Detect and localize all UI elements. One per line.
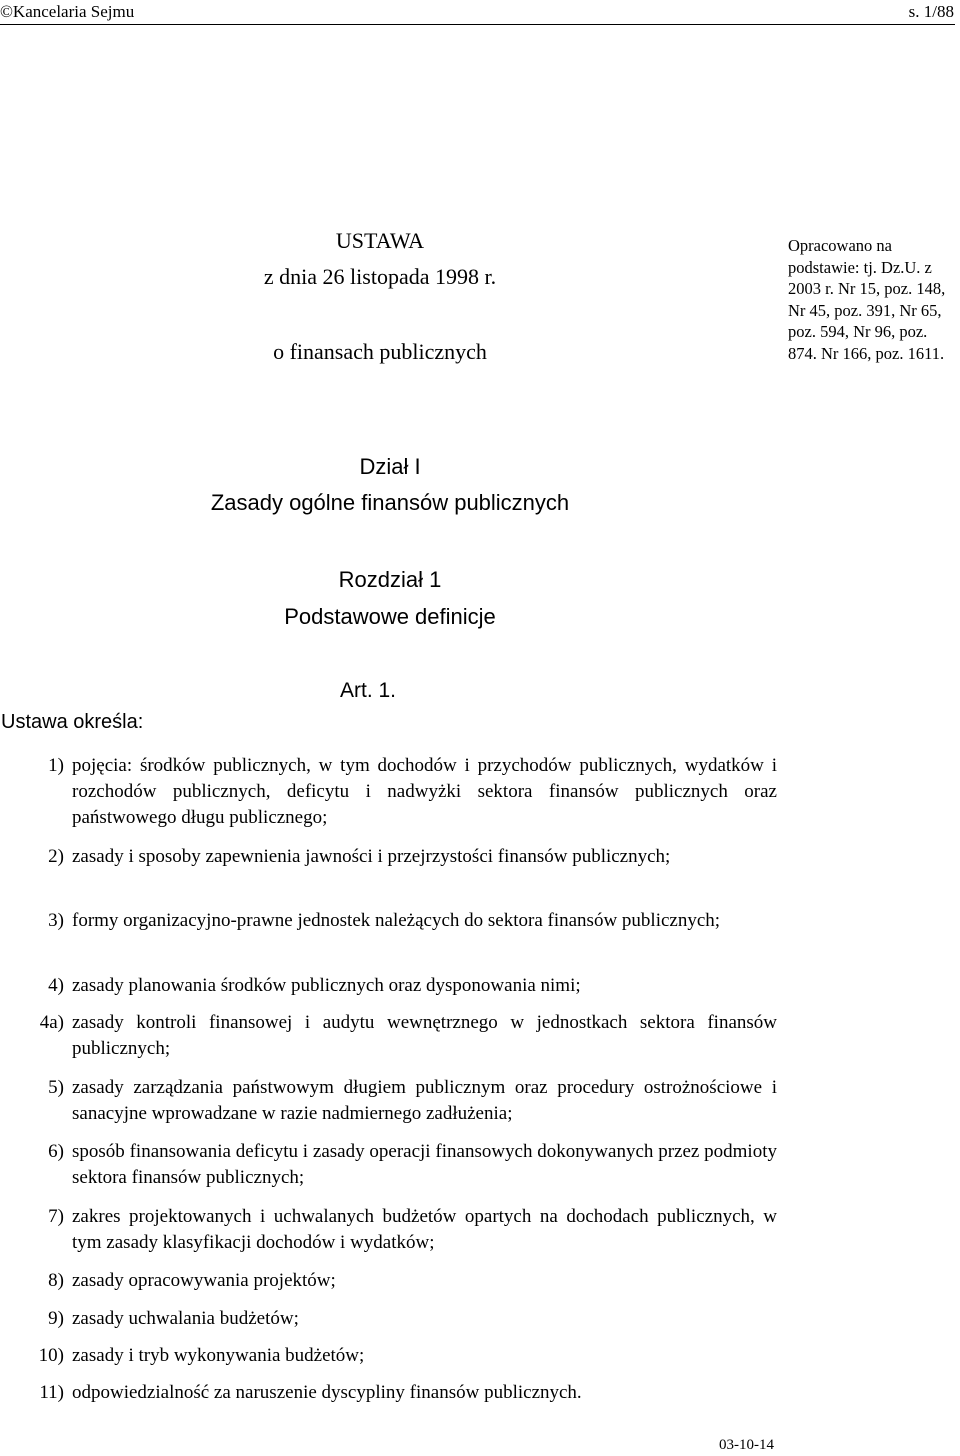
list-item-text: zakres projektowanych i uchwalanych budżetów opartych na dochodach publicznych, w tym zasady klasyfikacji dochodów i wydatków; bbox=[72, 1206, 777, 1253]
list-item-number: 1) bbox=[48, 755, 64, 776]
list-item bbox=[0, 1010, 777, 1062]
act-type: USTAWA bbox=[335, 228, 425, 253]
act-date: z dnia 26 listopada 1998 r. bbox=[263, 264, 497, 289]
article-heading: Art. 1. bbox=[340, 679, 397, 702]
list-item bbox=[0, 973, 777, 999]
list-item bbox=[0, 1268, 777, 1294]
list-item-text: zasady planowania środków publicznych oraz dysponowania nimi; bbox=[72, 975, 581, 996]
document-date: 03-10-14 bbox=[719, 1437, 774, 1453]
act-title: o finansach publicznych bbox=[273, 339, 487, 364]
article-intro: Ustawa określa: bbox=[1, 711, 144, 733]
page-number: s. 1/88 bbox=[908, 2, 954, 21]
list-item bbox=[0, 1380, 777, 1406]
header-divider bbox=[0, 24, 955, 25]
list-item-number: 6) bbox=[48, 1141, 64, 1162]
list-item-text: zasady i sposoby zapewnienia jawności i przejrzystości finansów publicznych; bbox=[72, 846, 671, 867]
list-item-number: 8) bbox=[48, 1270, 64, 1291]
list-item-number: 10) bbox=[38, 1345, 64, 1366]
list-item bbox=[0, 844, 777, 870]
list-item-number: 9) bbox=[48, 1308, 64, 1329]
list-item-number: 3) bbox=[48, 910, 64, 931]
dzial-heading: Dział I bbox=[359, 454, 421, 479]
list-item-number: 4) bbox=[48, 975, 64, 996]
list-item-text: zasady i tryb wykonywania budżetów; bbox=[72, 1345, 365, 1366]
list-item-text: pojęcia: środków publicznych, w tym dochodów i przychodów publicznych, wydatków i rozchodów publicznych, deficytu i nadwyżki sektora finansów publicznych oraz państwowego długu publicznego; bbox=[72, 755, 777, 828]
dzial-title: Zasady ogólne finansów publicznych bbox=[210, 490, 570, 515]
list-item bbox=[0, 1075, 777, 1127]
list-item-text: zasady uchwalania budżetów; bbox=[72, 1308, 299, 1329]
list-item bbox=[0, 1306, 777, 1332]
list-item bbox=[0, 753, 777, 831]
source-note: Opracowano na podstawie: tj. Dz.U. z 2003 r. Nr 15, poz. 148, Nr 45, poz. 391, Nr 65, poz. 594, Nr 96, poz. 874. Nr 166, poz. 1611. bbox=[788, 236, 946, 363]
header-left: ©Kancelaria Sejmu bbox=[0, 2, 135, 21]
list-item-text: zasady opracowywania projektów; bbox=[72, 1270, 336, 1291]
rozdzial-heading: Rozdział 1 bbox=[338, 567, 442, 592]
list-item-text: odpowiedzialność za naruszenie dyscypliny finansów publicznych. bbox=[72, 1382, 582, 1403]
list-item-number: 11) bbox=[39, 1382, 64, 1403]
list-item-text: zasady kontroli finansowej i audytu wewnętrznego w jednostkach sektora finansów publicznych; bbox=[72, 1012, 777, 1059]
list-item-text: formy organizacyjno-prawne jednostek należących do sektora finansów publicznych; bbox=[72, 910, 721, 931]
list-item-text: zasady zarządzania państwowym długiem publicznym oraz procedury ostrożnościowe i sanacyjne wprowadzane w razie nadmiernego zadłużenia; bbox=[72, 1077, 777, 1124]
list-item-number: 5) bbox=[48, 1077, 64, 1098]
list-item-text: sposób finansowania deficytu i zasady operacji finansowych dokonywanych przez podmioty sektora finansów publicznych; bbox=[72, 1141, 777, 1188]
list-item bbox=[0, 1204, 777, 1256]
list-item-number: 7) bbox=[48, 1206, 64, 1227]
list-item-number: 4a) bbox=[39, 1012, 64, 1033]
list-item bbox=[0, 908, 777, 934]
list-item-number: 2) bbox=[48, 846, 64, 867]
list-item bbox=[0, 1343, 777, 1369]
rozdzial-title: Podstawowe definicje bbox=[284, 604, 496, 629]
list-item bbox=[0, 1139, 777, 1191]
